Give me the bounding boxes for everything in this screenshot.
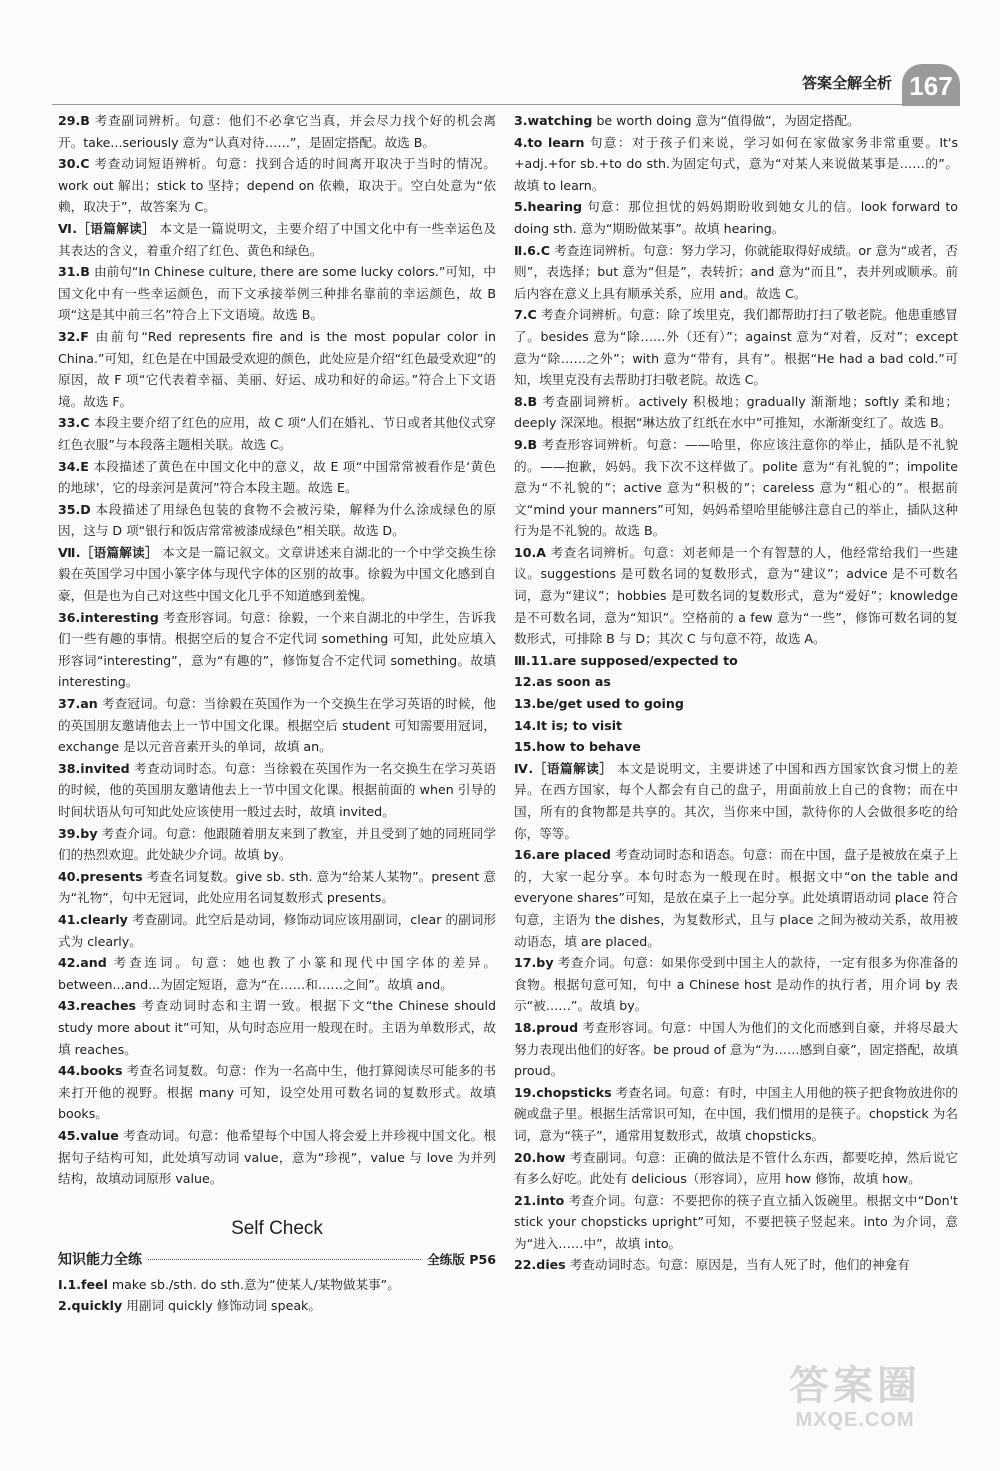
answer-text: 考查名词辨析。句意：刘老师是一个有智慧的人，他经常给我们一些建议。suggestions 是可数名词的复数形式，意为“建议”；advice 是不可数名词，意为“建议”；hobbies 是可数名词的复数形式，意为“爱好”；knowledge 是不可数名词，意为“知识”。空格前的 a few 意为“一些”，修饰可数名词的复数形式，可排除 B 与 D；其次 C 与句意不符，故选 A。 <box>514 544 958 647</box>
answer-text: 考查形容词辨析。句意：——哈里，你应该注意你的举止，插队是不礼貌的。——抱歉，妈妈。我下次不这样做了。polite 意为“有礼貌的”；impolite 意为“不礼貌的”；active 意为“积极的”；careless 意为“粗心的”。根据前文“mind your manners”可知，妈妈希望哈里能够注意自己的举止，插队这种行为是不礼貌的。故选 B。 <box>514 436 958 539</box>
answer-entry <box>58 952 496 995</box>
answer-entry <box>58 412 496 455</box>
answer-entry <box>514 304 958 390</box>
answer-label: 7.C <box>514 307 537 323</box>
answer-entry <box>58 866 496 909</box>
answer-label: 43.reaches <box>58 998 137 1014</box>
answer-label: 36.interesting <box>58 609 159 625</box>
answer-label: 45.value <box>58 1127 119 1143</box>
answer-label: 9.B <box>514 436 538 452</box>
answer-label: 38.invited <box>58 760 130 776</box>
answer-entry <box>514 240 958 305</box>
answer-label: 44.books <box>58 1063 123 1079</box>
answer-entry <box>514 196 958 239</box>
answer-entry <box>58 909 496 952</box>
answer-text: 句意：对于孩子们来说，学习如何在家做家务非常重要。It's +adj.+for sb.+to do sth.为固定句式，意为“对某人来说做某事是……的”。故填 to learn。 <box>514 134 958 193</box>
answer-text: 由前句“Red represents fire and is the most popular color in China.”可知，红色是在中国最受欢迎的颜色，此处应是介绍“红色最受欢迎”的原因，故 F 项“它代表着幸福、美丽、好运、成功和好的命运。”符合上下文语境。故选 F。 <box>58 328 496 409</box>
answer-entry <box>514 1017 958 1082</box>
answer-text: 考查形容词。句意：中国人为他们的文化而感到自豪，并将尽最大努力表现出他们的好客。be proud of 意为“为……感到自豪”，固定搭配，故填 proud。 <box>514 1019 958 1079</box>
answer-label: 18.proud <box>514 1019 579 1035</box>
self-check-edition: 全练版 P56 <box>427 1252 496 1268</box>
answer-text: 考查介词。句意：不要把你的筷子直立插入饭碗里。根据文中“Don't stick your chopsticks upright”可知，不要把筷子竖起来。into 为介词，意为“进入……中”，故填 into。 <box>514 1192 958 1251</box>
answer-label: Ⅱ.6.C <box>514 242 550 258</box>
answer-label: 22.dies <box>514 1257 566 1273</box>
answer-entry <box>514 650 958 672</box>
answer-label: 41.clearly <box>58 911 128 927</box>
answer-entry <box>514 1082 958 1147</box>
answer-entry <box>514 542 958 650</box>
answer-entry <box>514 952 958 1017</box>
answer-entry <box>514 693 958 715</box>
self-check-section-row <box>58 1249 496 1272</box>
answer-text: 考查副词。句意：正确的做法是不管什么东西，都要吃掉，然后说它有多么好吃。此处有 delicious（形容词），应用 how 修饰，故填 how。 <box>514 1149 958 1187</box>
answer-entry <box>58 758 496 823</box>
answer-text: 考查连词辨析。句意：努力学习，你就能取得好成绩。or 意为“或者，否则”，表选择；but 意为“但是”，表转折；and 意为“而且”，表并列或顺承。前后内容在意义上具有顺承关系，应用 and。故选 C。 <box>514 242 958 301</box>
answer-entry <box>58 499 496 542</box>
answer-entry <box>58 1295 496 1317</box>
answer-label: 35.D <box>58 501 91 517</box>
answer-text: 本文是一篇记叙文。文章讲述来自湖北的一个中学交换生徐毅在英国学习中国小篆字体与现代字体的区别的故事。徐毅为中国文化感到自豪，但是也为自己对这些中国文化几乎不知道感到羞愧。 <box>58 544 496 604</box>
answer-label: 8.B <box>514 393 538 409</box>
answer-entry <box>58 261 496 326</box>
answer-text: be worth doing 意为“值得做”，为固定搭配。 <box>592 113 860 128</box>
answer-entry <box>514 671 958 693</box>
answer-label: 15.how to behave <box>514 739 641 755</box>
answer-text: 考查介词辨析。句意：除了埃里克，我们都帮助打扫了敬老院。他患重感冒了。besides 意为“除……外（还有）”；against 意为“对着，反对”；except 意为“除……之外”；with 意为“带有，具有”。根据“He had a bad cold.”可知，埃里克没有去帮助打扫敬老院。故选 C。 <box>514 307 958 388</box>
answer-text: 考查名词复数。句意：作为一名高中生，他打算阅读尽可能多的书来打开他的视野。根据 many 可知，设空处用可数名词的复数形式。故填 books。 <box>58 1063 496 1122</box>
answer-entry <box>58 823 496 866</box>
answer-text: 本文是说明文，主要讲述了中国和西方国家饮食习惯上的差异。在西方国家，每个人都会有自己的盘子，用面前放上自己的食物；而在中国，所有的食物都是共享的。其次，当你来中国，款待你的人会做很多吃的给你，等等。 <box>514 760 958 841</box>
answer-label: Ⅰ.1.feel <box>58 1276 108 1292</box>
answer-text: 本段描述了用绿色包装的食物不会被污染，解释为什么涂成绿色的原因，这与 D 项“银行和饭店常常被漆成绿色”相关联。故选 D。 <box>58 501 496 539</box>
answer-label: 4.to learn <box>514 134 585 150</box>
answer-label: Ⅳ.［语篇解读］ <box>514 760 613 776</box>
leader-dots <box>148 1259 421 1260</box>
answer-label: 16.are placed <box>514 847 611 863</box>
answer-label: 34.E <box>58 458 89 474</box>
answer-label: 32.F <box>58 328 89 344</box>
answer-label: 37.an <box>58 696 98 712</box>
answer-entry <box>58 456 496 499</box>
answer-text: 考查动词短语辨析。句意：找到合适的时间离开取决于当时的情况。work out 解出；stick to 坚持；depend on 依赖，取决于。空白处意为“依赖，取决于”，故答案为 C。 <box>58 156 496 215</box>
answer-entry <box>58 542 496 607</box>
answer-label: 2.quickly <box>58 1298 123 1314</box>
answer-entry <box>514 736 958 758</box>
answer-entry <box>514 1254 958 1276</box>
answer-entry <box>514 391 958 434</box>
answer-entry <box>514 1190 958 1255</box>
right-column <box>514 110 958 1276</box>
answer-text: 本段描述了黄色在中国文化中的意义，故 E 项“中国常常被看作是‘黄色的地球’，它的母亲河是黄河”符合本段主题。故选 E。 <box>58 458 496 496</box>
answer-text: 考查动词时态。句意：当徐毅在英国作为一名交换生在学习英语的时候，他的英国朋友邀请他去上一节中国文化课。根据前面的 when 引导的时间状语从句可知此处应该使用一般过去时，故填 invited。 <box>58 760 496 819</box>
answer-entry <box>58 1274 496 1296</box>
answer-label: 29.B <box>58 113 90 128</box>
answer-label: 40.presents <box>58 868 143 884</box>
answer-label: 13.be/get used to going <box>514 696 684 712</box>
answer-label: 31.B <box>58 264 90 280</box>
answer-text: 考查连词。句意：她也教了小篆和现代中国字体的差异。between...and...为固定短语，意为“在……和……之间”。故填 and。 <box>58 955 496 992</box>
answer-text: make sb./sth. do sth.意为“使某人/某物做某事”。 <box>107 1276 400 1292</box>
answer-entry <box>58 607 496 693</box>
header-rule <box>52 104 960 105</box>
answer-label: 19.chopsticks <box>514 1084 612 1100</box>
watermark-logo-text: 答案圈 <box>789 1364 921 1408</box>
answer-entry <box>514 132 958 197</box>
answer-text: 考查介词。句意：他跟随着朋友来到了教室，并且受到了她的同班同学们的热烈欢迎。此处缺少介词。故填 by。 <box>58 825 496 863</box>
answer-entry <box>58 1125 496 1190</box>
answer-text: 考查副词辨析。actively 积极地；gradually 渐渐地；softly 柔和地；deeply 深深地。根据“琳达放了红纸在水中”可推知，水渐渐变红了。故选 B。 <box>514 393 958 431</box>
answer-text: 考查动词时态和语态。句意：而在中国，盘子是被放在桌子上的，大家一起分享。本句时态为一般现在时。根据文中“on the table and everyone shares”可知，是放在桌子上一起分享。此处填谓语动词 place 符合句意，主语为 the dishes，为复数形式，且与 place 之间为被动关系，故用被动语态，填 are placed。 <box>514 847 958 949</box>
answer-text: 考查名词。句意：有时，中国主人用他的筷子把食物放进你的碗或盘子里。根据生活常识可知，在中国，我们惯用的是筷子。chopstick 为名词，意为“筷子”，通常用复数形式，故填 chopsticks。 <box>514 1084 958 1143</box>
answer-label: 10.A <box>514 544 547 560</box>
answer-text: 考查介词。句意：如果你受到中国主人的款待，一定有很多为你准备的食物。根据句意可知，句中 a Chinese host 是动作的执行者，用介词 by 表示“被……”。故填 by。 <box>514 955 958 1014</box>
answer-label: Ⅵ.［语篇解读］ <box>58 220 156 236</box>
answer-entry <box>58 153 496 218</box>
answer-entry <box>514 434 958 542</box>
answer-label: 14.It is; to visit <box>514 717 623 733</box>
header-title: 答案全解全析 <box>801 74 892 92</box>
answer-label: 12.as soon as <box>514 674 611 690</box>
answer-entry <box>58 995 496 1060</box>
answer-entry <box>514 715 958 737</box>
answer-text: 由前句“In Chinese culture, there are some lucky colors.”可知，中国文化中有一些幸运颜色，而下文承接举例三种排名靠前的幸运颜色，故 B 项“这是其中前三名”符合上下文语境。故选 B。 <box>58 264 496 323</box>
answer-text: 本段主要介绍了红色的应用，故 C 项“人们在婚礼、节日或者其他仪式穿红色衣服”与本段落主题相关联。故选 C。 <box>58 415 496 452</box>
answer-label: 30.C <box>58 156 90 172</box>
answer-text: 考查冠词。句意：当徐毅在英国作为一个交换生在学习英语的时候，他的英国朋友邀请他去上一节中国文化课。根据空后 student 可知需要用冠词，exchange 是以元音音素开头的单词，故填 an。 <box>58 696 496 755</box>
answer-entry <box>58 218 496 261</box>
answer-entry <box>58 1060 496 1125</box>
answer-label: 42.and <box>58 955 107 971</box>
self-check-section: 知识能力全练 <box>58 1252 142 1269</box>
left-column <box>58 110 496 1317</box>
answer-label: 5.hearing <box>514 199 583 215</box>
answer-label: 21.into <box>514 1192 565 1208</box>
answer-entry <box>58 110 496 153</box>
answer-text: 本文是一篇说明文，主要介绍了中国文化中有一些幸运色及其表达的含义，着重介绍了红色、黄色和绿色。 <box>58 220 496 258</box>
answer-entry <box>514 1147 958 1190</box>
answer-label: 3.watching <box>514 113 593 128</box>
watermark-site: MXQE.COM <box>795 1409 915 1431</box>
answer-entry <box>514 844 958 952</box>
answer-label: Ⅲ.11.are supposed/expected to <box>514 652 738 668</box>
answer-entry <box>514 110 958 132</box>
answer-entry <box>514 758 958 844</box>
answer-text: 用副词 quickly 修饰动词 speak。 <box>122 1298 321 1314</box>
answer-text: 句意：那位担忧的妈妈期盼收到她女儿的信。look forward to doing sth. 意为“期盼做某事”。故填 hearing。 <box>514 199 958 236</box>
answer-text: 考查动词。句意：他希望每个中国人将会爱上并珍视中国文化。根据句子结构可知，此处填写动词 value，意为“珍视”，value 与 love 为并列结构，故填动词原形 value。 <box>58 1127 496 1187</box>
answer-label: 17.by <box>514 955 554 971</box>
answer-label: 20.how <box>514 1149 566 1165</box>
answer-label: 33.C <box>58 415 90 431</box>
answer-text: 考查动词时态和主谓一致。根据下文“the Chinese should study more about it”可知，从句时态应用一般现在时。主语为单数形式，故填 reaches。 <box>58 998 496 1057</box>
answer-text: 考查名词复数。give sb. sth. 意为“给某人某物”。present 意为“礼物”，句中无冠词，此处应用名词复数形式 presents。 <box>58 868 496 906</box>
page-number: 167 <box>902 64 960 106</box>
answer-entry <box>58 326 496 412</box>
answer-entry <box>58 693 496 758</box>
answer-label: Ⅶ.［语篇解读］ <box>58 544 158 560</box>
self-check-title: Self Check <box>231 1217 323 1239</box>
answer-text: 考查形容词。句意：徐毅，一个来自湖北的中学生，告诉我们一些有趣的事情。根据空后的复合不定代词 something 可知，此处应填入形容词“interesting”，意为“有趣的”，修饰复合不定代词 something。故填 interesting。 <box>58 609 496 690</box>
answer-text: 考查副词。此空后是动词，修饰动词应该用副词，clear 的副词形式为 clearly。 <box>58 911 496 949</box>
answer-label: 39.by <box>58 825 98 841</box>
watermark-logo <box>750 1363 960 1443</box>
answer-text: 考查副词辨析。句意：他们不必拿它当真，并会尽力找个好的机会离开。take...seriously 意为“认真对待……”，是固定搭配。故选 B。 <box>58 113 496 150</box>
answer-text: 考查动词时态。句意：原因是，当有人死了时，他们的神龛有 <box>565 1257 910 1273</box>
